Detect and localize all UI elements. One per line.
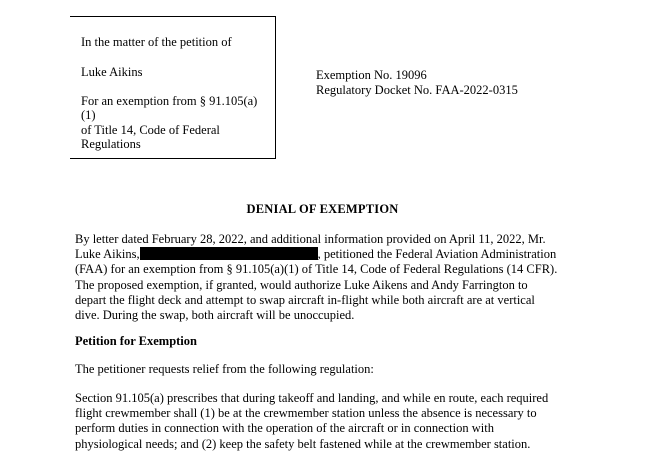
caption-matter-line: In the matter of the petition of bbox=[81, 35, 232, 49]
intro-paragraph bbox=[75, 232, 575, 323]
regulatory-docket-number: Regulatory Docket No. FAA-2022-0315 bbox=[316, 83, 518, 97]
petition-text: The petitioner requests relief from the following regulation: bbox=[75, 362, 374, 376]
intro-line: The proposed exemption, if granted, would authorize Luke Aikens and Andy Farrington to bbox=[75, 277, 528, 292]
intro-line: By letter dated February 28, 2022, and additional information provided on April 11, 2022, Mr. bbox=[75, 232, 546, 246]
intro-line-end: , petitioned the Federal Aviation Administration bbox=[317, 247, 557, 262]
section-line: Section 91.105(a) prescribes that during takeoff and landing, and while en route, each required bbox=[75, 391, 549, 405]
caption-title-line: of Title 14, Code of Federal bbox=[81, 123, 220, 137]
section-line: physiological needs; and (2) keep the safety belt fastened while at the crewmember station. bbox=[75, 436, 531, 451]
intro-line-start: Luke Aikins, bbox=[75, 247, 140, 262]
intro-line bbox=[75, 247, 575, 262]
section-paragraph bbox=[75, 391, 575, 452]
section-line: flight crewmember shall (1) be at the crewmember station unless the absence is necessary to bbox=[75, 406, 537, 421]
caption-regulations-line: Regulations bbox=[81, 137, 141, 151]
caption-petitioner-name: Luke Aikins bbox=[81, 65, 143, 79]
document-title: DENIAL OF EXEMPTION bbox=[246, 202, 399, 216]
section-line: perform duties in connection with the operation of the aircraft or in connection with bbox=[75, 421, 494, 436]
intro-line: (FAA) for an exemption from § 91.105(a)(1) of Title 14, Code of Federal Regulations (14 CFR). bbox=[75, 262, 558, 277]
caption-exemption-cont: (1) bbox=[81, 108, 96, 122]
caption-exemption-line: For an exemption from § 91.105(a) bbox=[81, 94, 258, 108]
exemption-number: Exemption No. 19096 bbox=[316, 68, 427, 82]
intro-line: dive. During the swap, both aircraft will be unoccupied. bbox=[75, 308, 355, 323]
intro-line: depart the flight deck and attempt to swap aircraft in-flight while both aircraft are at vertical bbox=[75, 292, 535, 307]
redaction-block bbox=[140, 247, 318, 260]
petition-heading: Petition for Exemption bbox=[75, 334, 197, 348]
